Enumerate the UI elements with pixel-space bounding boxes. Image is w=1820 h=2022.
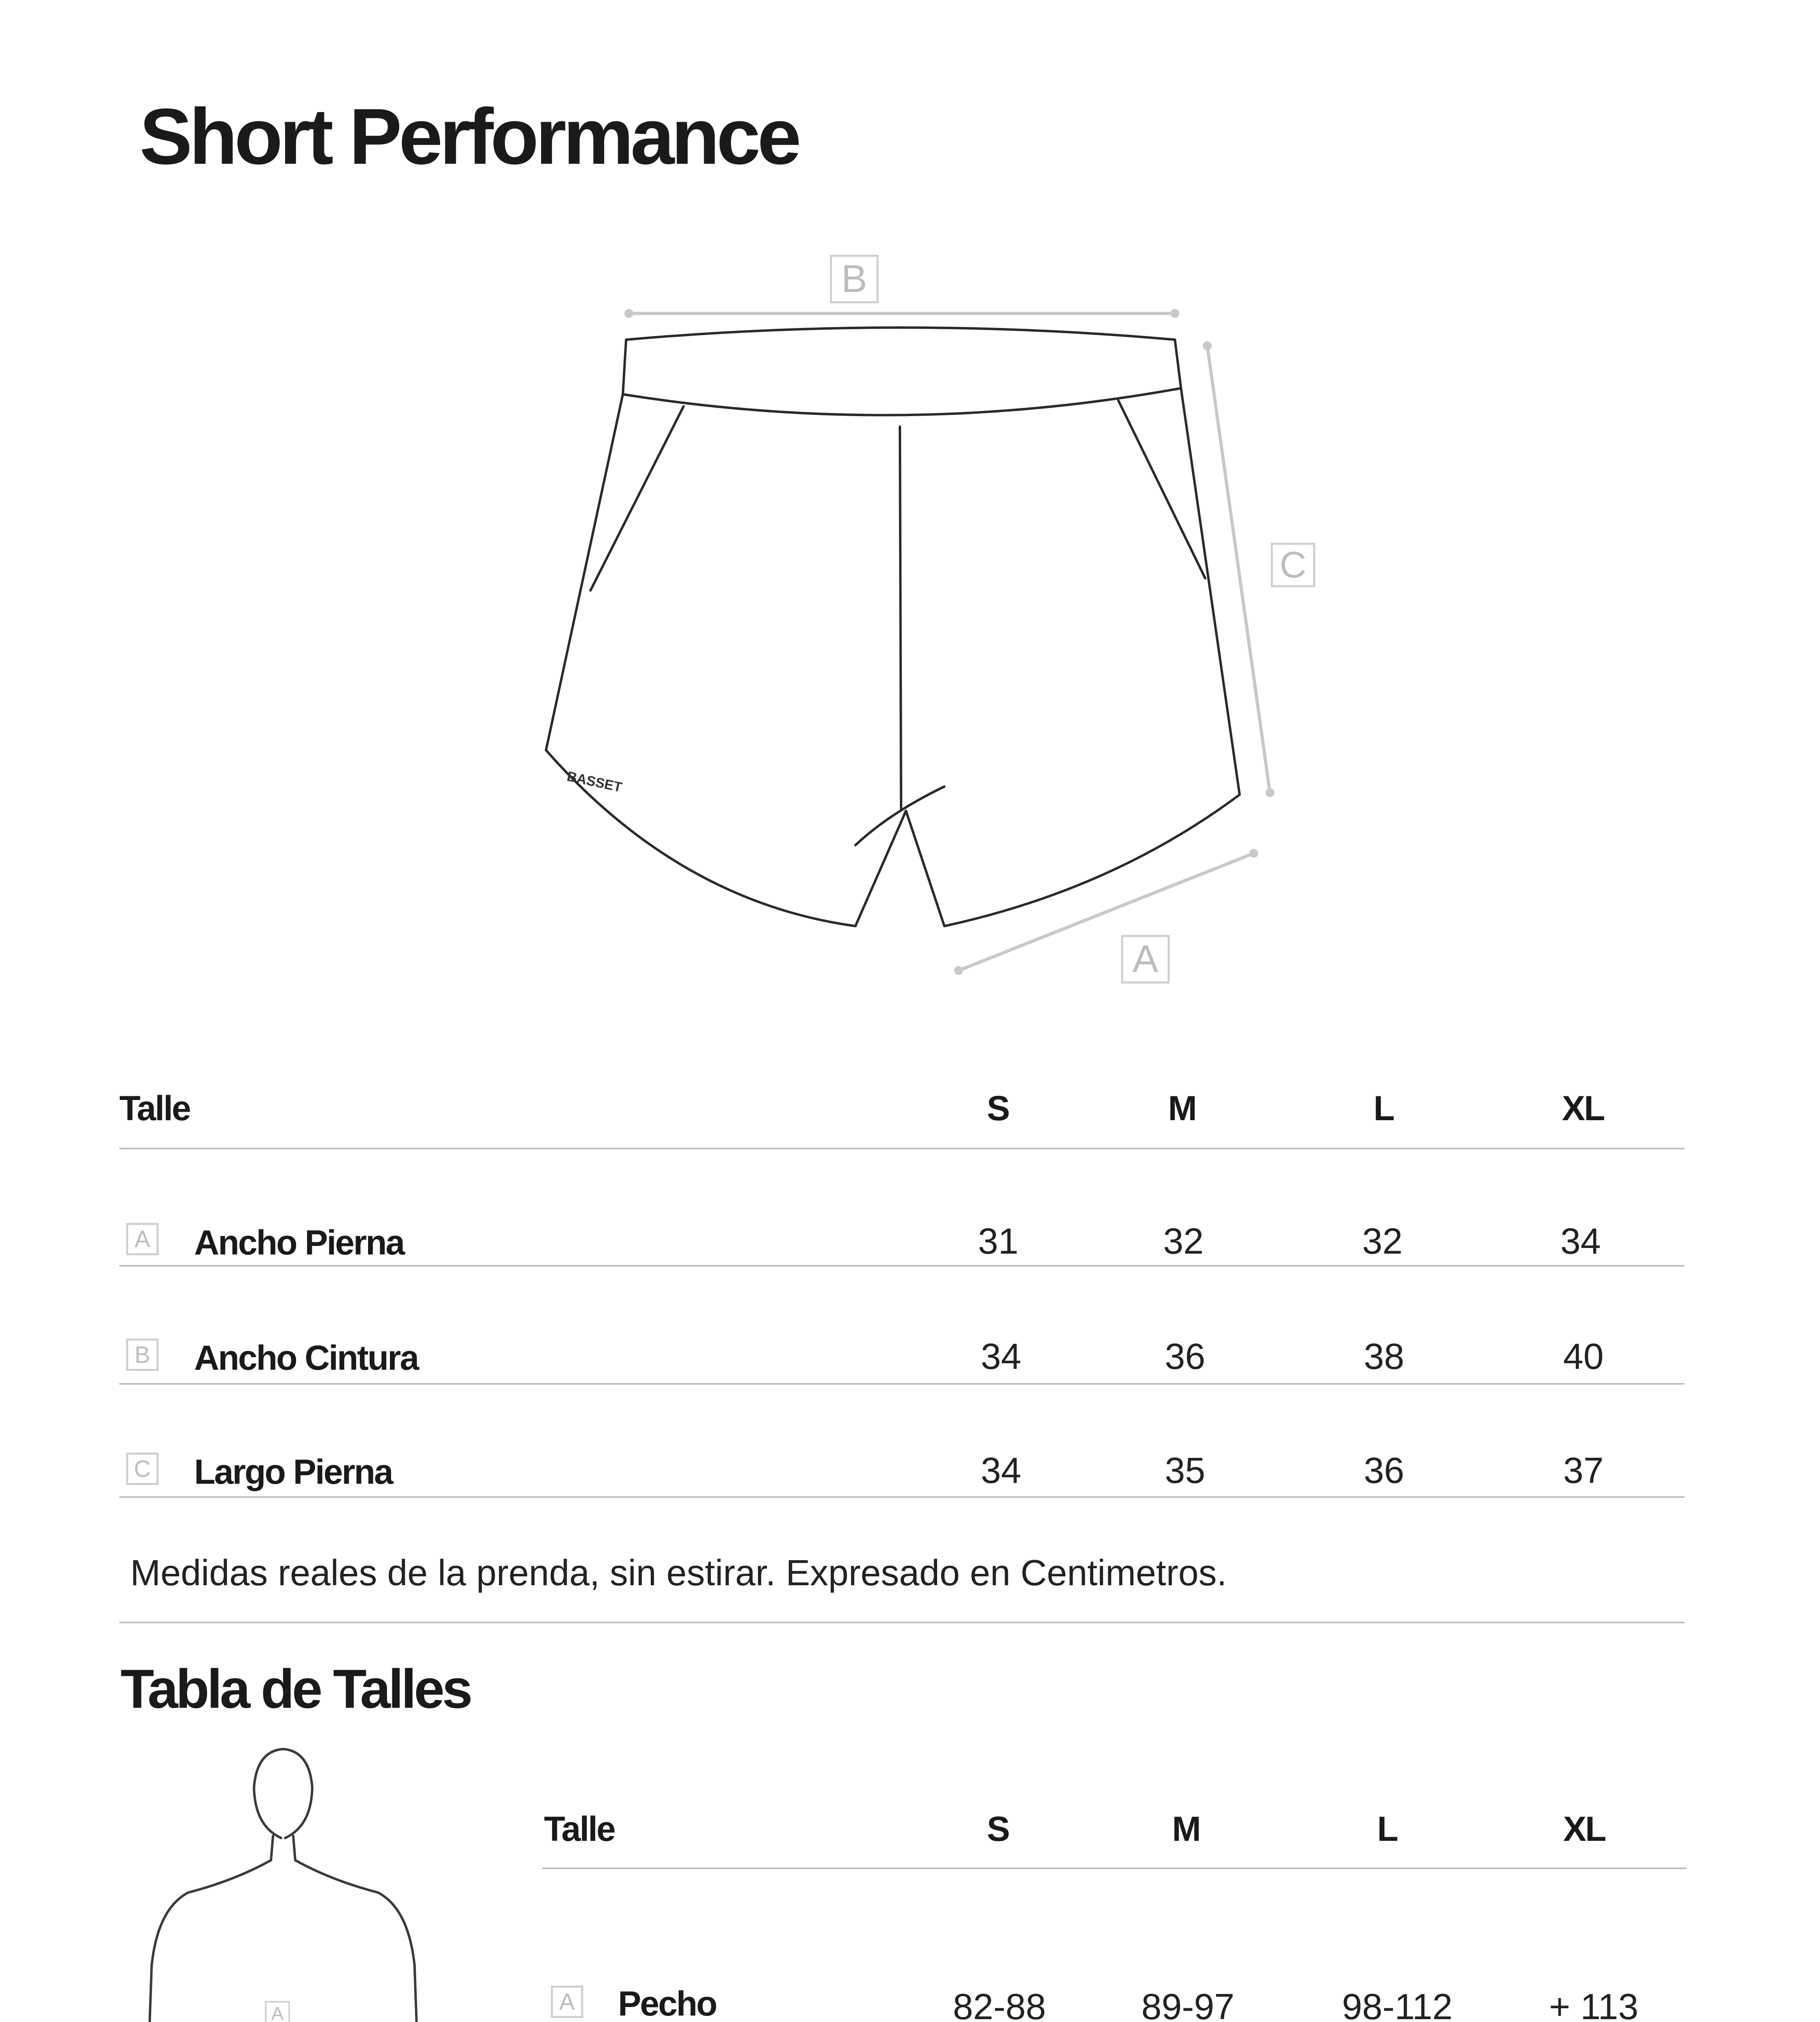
dimension-label-a: A bbox=[1121, 935, 1170, 984]
cell-xl: 37 bbox=[1563, 1451, 1604, 1491]
table-header-l: L bbox=[1377, 1810, 1397, 1849]
table-header-m: M bbox=[1172, 1810, 1200, 1849]
cell-s: 34 bbox=[981, 1451, 1022, 1491]
row-rule bbox=[119, 1496, 1685, 1498]
table-header-l: L bbox=[1373, 1089, 1394, 1128]
table-header-xl: XL bbox=[1562, 1089, 1604, 1128]
cell-l: 32 bbox=[1362, 1221, 1403, 1262]
table-header-talle: Talle bbox=[119, 1089, 190, 1128]
human-silhouette bbox=[101, 1739, 506, 2022]
cell-m: 89-97 bbox=[1141, 1987, 1235, 2022]
garment-table-note: Medidas reales de la prenda, sin estirar. Expresado en Centimetros. bbox=[130, 1553, 1227, 1593]
row-rule bbox=[119, 1383, 1685, 1385]
cell-l: 36 bbox=[1364, 1451, 1405, 1491]
cell-m: 36 bbox=[1165, 1337, 1206, 1377]
size-chart-title: Tabla de Talles bbox=[121, 1658, 470, 1720]
section-divider bbox=[119, 1622, 1685, 1623]
cell-l: 98-112 bbox=[1342, 1987, 1453, 2022]
shorts-brand-mark: BASSET bbox=[565, 768, 624, 795]
row-marker-c: C bbox=[126, 1453, 159, 1485]
table-header-s: S bbox=[987, 1810, 1009, 1849]
dimension-label-c: C bbox=[1271, 543, 1315, 587]
table-header-m: M bbox=[1168, 1089, 1196, 1128]
dimension-label-b: B bbox=[830, 255, 878, 303]
cell-m: 35 bbox=[1165, 1451, 1206, 1491]
cell-xl: 40 bbox=[1563, 1337, 1604, 1377]
table-header-talle: Talle bbox=[544, 1810, 615, 1849]
cell-xl: + 113 bbox=[1549, 1987, 1639, 2022]
table-header-rule bbox=[542, 1868, 1687, 1869]
page-title: Short Performance bbox=[140, 92, 798, 181]
body-label-a: A bbox=[265, 2001, 290, 2022]
cell-m: 32 bbox=[1163, 1221, 1204, 1262]
row-marker-b: B bbox=[126, 1339, 159, 1371]
row-rule bbox=[119, 1265, 1685, 1267]
cell-s: 34 bbox=[981, 1337, 1022, 1377]
row-label: Pecho bbox=[618, 1984, 717, 2022]
table-header-s: S bbox=[987, 1089, 1009, 1128]
table-header-xl: XL bbox=[1563, 1810, 1605, 1849]
cell-l: 38 bbox=[1364, 1337, 1405, 1377]
row-label: Ancho Pierna bbox=[194, 1223, 404, 1262]
cell-xl: 34 bbox=[1560, 1221, 1601, 1262]
table-header-rule bbox=[119, 1148, 1685, 1149]
row-marker-a: A bbox=[551, 1986, 583, 2018]
row-label: Ancho Cintura bbox=[194, 1339, 418, 1377]
cell-s: 31 bbox=[978, 1221, 1019, 1262]
cell-s: 82-88 bbox=[953, 1987, 1046, 2022]
row-label: Largo Pierna bbox=[194, 1453, 392, 1491]
row-marker-a: A bbox=[126, 1223, 159, 1255]
